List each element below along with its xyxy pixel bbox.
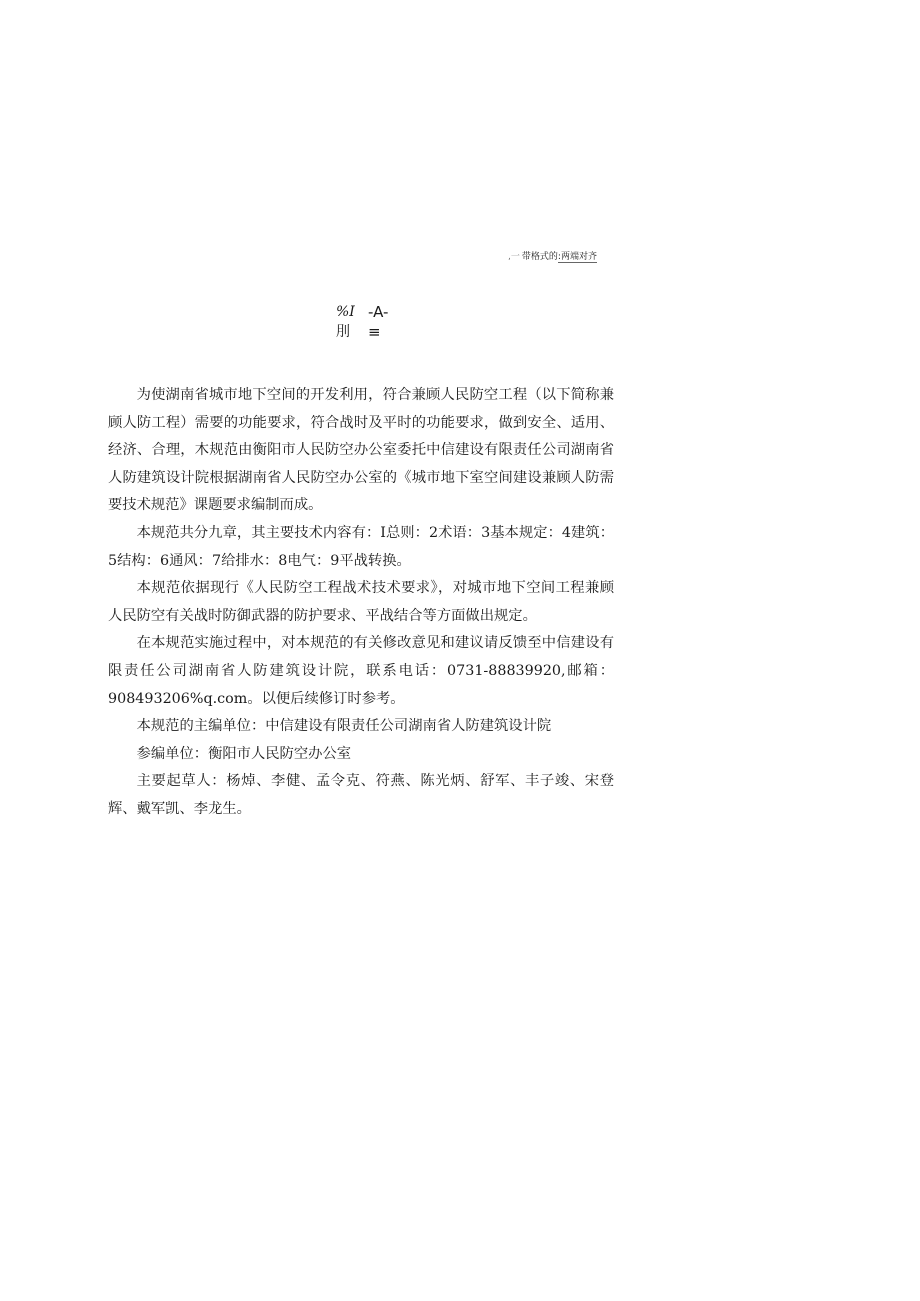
revision-note-value: 两端对齐: [560, 252, 597, 262]
revision-note-prefix: 带格式的: [521, 252, 558, 262]
page-heading: [336, 302, 416, 342]
paragraph-chapters: 本规范共分九章，其主要技术内容有：I总则：2术语：3基本规定：4建筑：5结构：6通风：7给排水：8电气：9平战转换。: [108, 524, 614, 569]
paragraph-feedback: 在本规范实施过程中，对本规范的有关修改意见和建议请反馈至中信建设有限责任公司湖南省人防建筑设计院，联系电话：0731-88839920,邮箱：908493206%q.com。以便后续修订时参考。: [108, 635, 614, 707]
paragraph-drafters: 主要起草人：杨焯、李健、孟令克、符燕、陈光炳、舒军、丰子竣、宋登辉、戴军凯、李龙生。: [108, 773, 614, 817]
paragraph-participating-unit: 参编单位：衡阳市人民防空办公室: [136, 745, 352, 762]
paragraph-basis: 本规范依据现行《人民防空工程战术技术要求》，对城市地下空间工程兼顾人民防空有关战时防御武器的防护要求、平战结合等方面做出规定。: [108, 580, 614, 624]
heading-line-1-right: -A-: [368, 303, 389, 321]
heading-line-2-right: ≡: [368, 323, 381, 341]
paragraph-chief-editor: 本规范的主编单位：中信建设有限责任公司湖南省人防建筑设计院: [136, 718, 552, 735]
revision-note: [508, 250, 597, 264]
heading-line-2: [336, 322, 416, 342]
heading-line-2-left: 刖: [336, 324, 350, 340]
paragraph-purpose: 为使湖南省城市地下空间的开发利用，符合兼顾人民防空工程（以下简称兼顾人防工程）需要的功能要求，符合战时及平时的功能要求，做到安全、适用、经济、合理，木规范由衡阳市人民防空办公室委托中信建设有限责任公司湖南省人防建筑设计院根据湖南省人民防空办公室的《城市地下室空间建设兼顾人防需要技术规范》课题要求编制而成。: [108, 387, 614, 514]
revision-note-mark: ,一: [508, 252, 520, 262]
revision-note-separator: :: [557, 252, 561, 262]
document-body: [108, 382, 614, 824]
heading-line-1-left: %I: [336, 304, 355, 320]
heading-line-1: [336, 302, 416, 322]
